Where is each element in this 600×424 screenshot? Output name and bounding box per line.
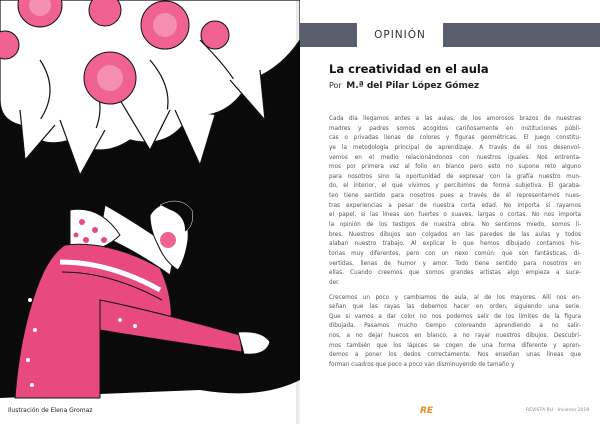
body-line: forman cuadros que poco a poco van disminuyendo de tamaño y [329,362,515,369]
banner-bar-right [443,23,600,47]
body-line: mos también que los lápices se cogen de una forma diferente y apren- [329,342,581,349]
body-line: vemos en el medio relacionándonos con nuestros iguales. Nos entrenta- [329,154,581,161]
cheek [160,232,176,248]
body-line: vertidas, llenas de humor y amor. Todo tiene sentido para nosotros en [329,260,581,267]
magazine-logo: RE [420,406,434,416]
body-line: nos, a no dejar huecos en blanco, a no rayar nuestros dibujos. Descubri- [329,333,581,340]
body-line: do, el interior, el que vivimos y percibimos de forma subjetiva. El garaba- [329,183,581,190]
body-line: mos por primera vez al folio en blanco pero esto no supone reto alguno [329,164,581,171]
right-page [300,0,600,424]
body-line: der. [329,279,340,286]
body-line: alaban nuestro trabajo. Al explicar lo que hemos dibujado contamos his- [329,241,581,248]
body-line: dibujada. Pasamos mucho tiempo coloreando aprendiendo a no salir- [329,323,581,330]
body-line: Cada día llegamos antes a las aulas, de los amorosos brazos de nuestras [329,116,581,122]
section-banner [300,23,600,47]
byline-prefix: Por [329,81,342,90]
body-line: teo tiene sentido para nosotros pues a través de él representamos nues- [329,193,581,200]
body-line: Crecemos un poco y cambiamos de aula, al de los mayores. Allí nos en- [329,294,581,301]
body-line: señan que las rayas las debemos hacer en orden, siguiendo una serie. [329,304,581,311]
article-body [329,115,581,371]
illustration [0,0,300,400]
body-line: bres. Nuestros dibujos son colgados en las paredes de las aulas y todos [329,231,581,238]
body-line: cas o privadas llenas de colores y figuras geométricas. El juego constitu- [329,135,581,142]
author-name: M.ª del Pilar López Gómez [346,81,480,91]
article-title: La creatividad en el aula [329,62,489,76]
body-line: tras experiencias a pesar de nuestra corta edad. No importa si rayamos [329,202,581,209]
body-line: torias muy diferentes, pero con un nexo común: que son fantásticas, di- [329,250,581,257]
illustration-caption: Ilustración de Elena Gromaz [8,407,93,414]
body-line: para nosotros sino la oportunidad de expresar con la grafía nuestro mun- [329,173,581,180]
body-line: ye la metodología principal de aprendizaje. A través de él nos desenvol- [329,144,581,151]
body-line: Que si vamos a dar color no nos podemos salir de los límites de la figura [329,313,581,320]
body-line: demos a poner los dedos correctamente. Nos enseñan unas líneas que [329,352,581,359]
banner-bar-left [300,23,357,47]
section-label: OPINIÓN [374,29,426,41]
body-line: ellas. Cuando creemos que somos grandes artistas algo empieza a suce- [329,270,581,277]
byline [329,81,589,91]
body-line: el papel, si las líneas son fuertes o suaves, largas o cortas. No nos importa [329,212,581,219]
footer-info: REVISTA RU · Invierno 2019 [526,408,590,413]
body-line: la opinión de los testigos de nuestra obra. No sentimos miedo, somos li- [329,222,581,229]
body-line: madres y padres somos acogidos cariñosamente en instituciones públi- [329,125,581,132]
